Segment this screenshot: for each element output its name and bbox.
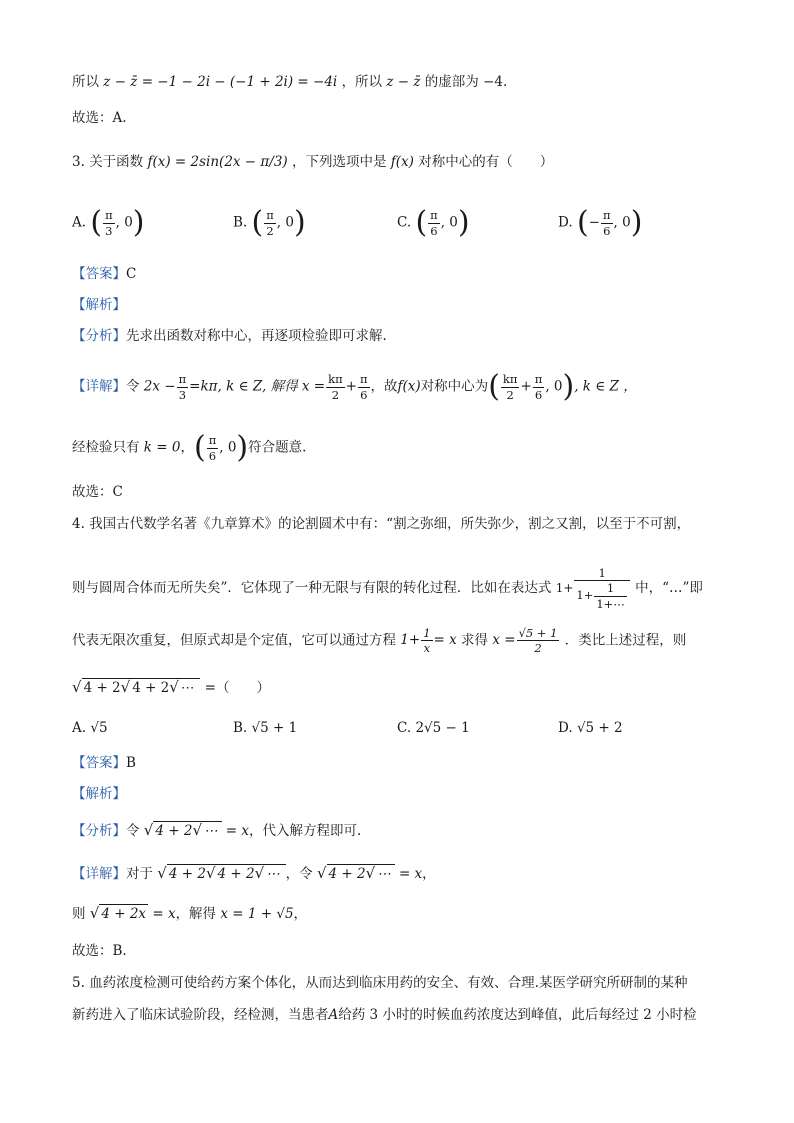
q3-xiangjie: 【详解】令 2x − $\frac{\pi}{3}$ =kπ, k ∈ Z, 解得 x = $\frac{k\pi}{2}$ + $\frac{\pi}{6}$ ，故f(x)对称中心为( $\frac{k\pi}{2}$ + $\frac{\pi}{6}$ , 0), k ∈ Z ， bbox=[72, 369, 637, 404]
q4-stem-expression bbox=[72, 680, 270, 696]
answer-value: B bbox=[126, 755, 136, 771]
option-text: 2√5 − 1 bbox=[415, 720, 470, 736]
fraction: $\frac{\pi}{3}$ bbox=[178, 372, 187, 402]
xiangjie-tag: 【详解】 bbox=[72, 378, 126, 395]
text: 我国古代数学名著《九章算术》的论割圆术中有：“割之弥细，所失弥少，割之又割，以至于不可割， bbox=[89, 516, 691, 532]
text: ，下列选项中是 bbox=[292, 154, 387, 170]
math-expression: k = 0 bbox=[143, 439, 181, 456]
text: 代表无限次重复，但原式却是个定值，它可以通过方程 bbox=[72, 632, 396, 649]
text: 则 bbox=[72, 906, 86, 922]
nested-radical: 4 + 2√ 4 + 2√ ⋯ bbox=[82, 678, 201, 696]
math-expression: √ 4 + 2√ ⋯ bbox=[317, 866, 395, 882]
text: ，故 bbox=[370, 378, 398, 395]
q3-option-a[interactable] bbox=[72, 205, 145, 240]
text: 令 bbox=[126, 378, 140, 395]
fraction: $\frac{\pi}{6}$ bbox=[602, 208, 611, 238]
continued-fraction: 1+ 1 1+ $\frac{1}{1+\cdots}$ bbox=[556, 566, 631, 611]
fraction: $\frac{\pi}{3}$ bbox=[105, 208, 113, 238]
math-expression: f(x) = 2sin(2x − π/3) bbox=[147, 154, 288, 170]
text: 中，“…”即 bbox=[635, 580, 703, 597]
math-expression: x = 1 + √5 bbox=[220, 906, 294, 922]
option-label: B. bbox=[233, 720, 248, 736]
q5-line-2 bbox=[72, 1009, 697, 1023]
text: =（ ） bbox=[204, 680, 270, 696]
paren: ( bbox=[576, 205, 589, 240]
q4-fenxi bbox=[72, 823, 361, 839]
q3-stem bbox=[72, 156, 553, 170]
paren: ( bbox=[488, 369, 500, 404]
math-expression: x = bbox=[301, 378, 326, 395]
math-expression: √ 4 + 2x = x bbox=[89, 904, 176, 922]
fraction: $\frac{\pi}{6}$ bbox=[430, 208, 438, 238]
fraction: $\frac{\pi}{6}$ bbox=[359, 372, 368, 402]
fraction: $\frac{\pi}{2}$ bbox=[266, 208, 274, 238]
math-expression: , k ∈ Z ， bbox=[574, 378, 637, 395]
fenxi-tag: 【分析】 bbox=[72, 823, 126, 839]
math-expression: = x bbox=[398, 866, 423, 882]
q4-option-d[interactable] bbox=[558, 720, 623, 736]
option-label: D. bbox=[558, 214, 573, 231]
answer-value: C bbox=[126, 266, 137, 282]
option-label: A. bbox=[72, 720, 87, 736]
text: , 0 bbox=[276, 214, 294, 231]
text: 血药浓度检测可使给药方案个体化，从而达到临床用药的安全、有效、合理.某医学研究所研制的某种 bbox=[89, 975, 688, 991]
q3-option-d[interactable] bbox=[558, 205, 643, 240]
q3-answer bbox=[72, 268, 136, 282]
paren: ( bbox=[90, 205, 103, 240]
paren: ) bbox=[630, 205, 643, 240]
math-expression: x = $\frac{√5 + 1}{2}$ bbox=[492, 626, 558, 656]
text: ，代入解方程即可. bbox=[249, 823, 362, 839]
option-label: B. bbox=[233, 214, 248, 231]
text: ．类比上述过程，则 bbox=[564, 632, 687, 649]
q4-option-c[interactable] bbox=[397, 720, 470, 736]
paren: ) bbox=[293, 205, 306, 240]
q3-option-b[interactable] bbox=[233, 205, 306, 240]
fenxi-tag: 【分析】 bbox=[72, 328, 126, 344]
prev-line-1 bbox=[72, 76, 507, 90]
text: , 0 bbox=[613, 214, 631, 231]
math-expression: f(x) bbox=[390, 154, 414, 170]
text: 符合题意. bbox=[248, 439, 307, 456]
text: 对称中心的有（ ） bbox=[418, 154, 554, 170]
paren: ( bbox=[251, 205, 264, 240]
paren: ) bbox=[562, 369, 575, 404]
text: 求得 bbox=[461, 632, 489, 649]
fraction: $\frac{\pi}{6}$ bbox=[534, 372, 543, 402]
option-label: A. bbox=[72, 214, 87, 231]
text: ，所以 bbox=[341, 74, 383, 90]
math-expression: √ 4 + 2√ 4 + 2√ ⋯ bbox=[157, 866, 285, 882]
option-label: C. bbox=[397, 214, 412, 231]
text: 所以 bbox=[72, 74, 99, 90]
paren: ( bbox=[415, 205, 428, 240]
text: , 0 bbox=[115, 214, 133, 231]
minus-sign: − bbox=[588, 214, 600, 231]
prev-conclusion: 故选：A. bbox=[72, 110, 127, 126]
q4-then bbox=[72, 906, 307, 922]
q4-line-1 bbox=[72, 518, 690, 532]
text: 关于函数 bbox=[89, 154, 144, 170]
q4-line-2 bbox=[72, 566, 703, 611]
radical-sign: √ bbox=[72, 678, 82, 696]
text: 则与圆周合体而无所失矣”．它体现了一种无限与有限的转化过程．比如在表达式 bbox=[72, 580, 552, 597]
option-label: D. bbox=[558, 720, 573, 736]
q3-fenxi bbox=[72, 330, 387, 344]
math-expression: f(x) bbox=[397, 378, 421, 395]
q4-option-a[interactable] bbox=[72, 720, 108, 736]
text: 对于 bbox=[126, 866, 153, 882]
q3-conclusion: 故选：C bbox=[72, 484, 123, 500]
text: ，令 bbox=[285, 866, 313, 882]
question-number: 4. bbox=[72, 516, 85, 532]
q4-line-3 bbox=[72, 626, 686, 656]
text: 新药进入了临床试验阶段，经检测，当患者 bbox=[72, 1007, 329, 1023]
text: ， bbox=[180, 439, 194, 456]
q3-analysis-tag: 【解析】 bbox=[72, 297, 126, 313]
fraction: $\frac{\pi}{6}$ bbox=[208, 433, 217, 463]
answer-tag: 【答案】 bbox=[72, 266, 126, 282]
math-expression: z − z̄ = −1 − 2i − (−1 + 2i) = −4i bbox=[103, 74, 338, 90]
q4-answer bbox=[72, 757, 136, 771]
q4-analysis-tag: 【解析】 bbox=[72, 786, 126, 802]
math-expression: 2x − bbox=[143, 378, 176, 395]
text: 给药 3 小时的时候血药浓度达到峰值，此后每经过 2 小时检 bbox=[338, 1007, 697, 1023]
q4-conclusion: 故选：B. bbox=[72, 943, 127, 959]
fraction: $\frac{k\pi}{2}$ bbox=[502, 372, 518, 402]
option-text: √5 + 2 bbox=[576, 720, 623, 736]
text: ，解得 bbox=[175, 906, 217, 922]
text: 先求出函数对称中心，再逐项检验即可求解. bbox=[126, 328, 387, 344]
paren: ) bbox=[132, 205, 145, 240]
text: ， bbox=[422, 866, 436, 882]
text: 的虚部为 −4. bbox=[424, 74, 508, 90]
text: 令 bbox=[126, 823, 140, 839]
q4-xiangjie bbox=[72, 866, 436, 882]
question-number: 5. bbox=[72, 975, 85, 991]
math-expression: 1+ $\frac{1}{x}$ = x bbox=[400, 626, 457, 656]
option-label: C. bbox=[397, 720, 412, 736]
q5-line-1 bbox=[72, 977, 687, 991]
math-expression: =kπ, k ∈ Z, 解得 bbox=[189, 378, 298, 395]
answer-tag: 【答案】 bbox=[72, 755, 126, 771]
math-variable: A bbox=[328, 1007, 339, 1023]
paren: ) bbox=[457, 205, 470, 240]
math-expression: z − z̄ bbox=[386, 74, 421, 90]
q4-option-b[interactable] bbox=[233, 720, 297, 736]
question-number: 3. bbox=[72, 154, 85, 170]
paren: ) bbox=[236, 430, 249, 465]
option-text: √5 bbox=[90, 720, 108, 736]
q3-check: 经检验只有 k = 0，( $\frac{\pi}{6}$ , 0)符合题意. bbox=[72, 430, 307, 465]
option-text: √5 + 1 bbox=[251, 720, 298, 736]
fraction: $\frac{k\pi}{2}$ bbox=[328, 372, 343, 402]
xiangjie-tag: 【详解】 bbox=[72, 866, 126, 882]
text: , 0 bbox=[440, 214, 458, 231]
q3-option-c[interactable] bbox=[397, 205, 470, 240]
paren: ( bbox=[193, 430, 206, 465]
text: ， bbox=[293, 906, 308, 922]
math-expression: √ 4 + 2√ ⋯ = x bbox=[143, 821, 250, 839]
text: 对称中心为 bbox=[420, 378, 489, 395]
text: 经检验只有 bbox=[72, 439, 140, 456]
